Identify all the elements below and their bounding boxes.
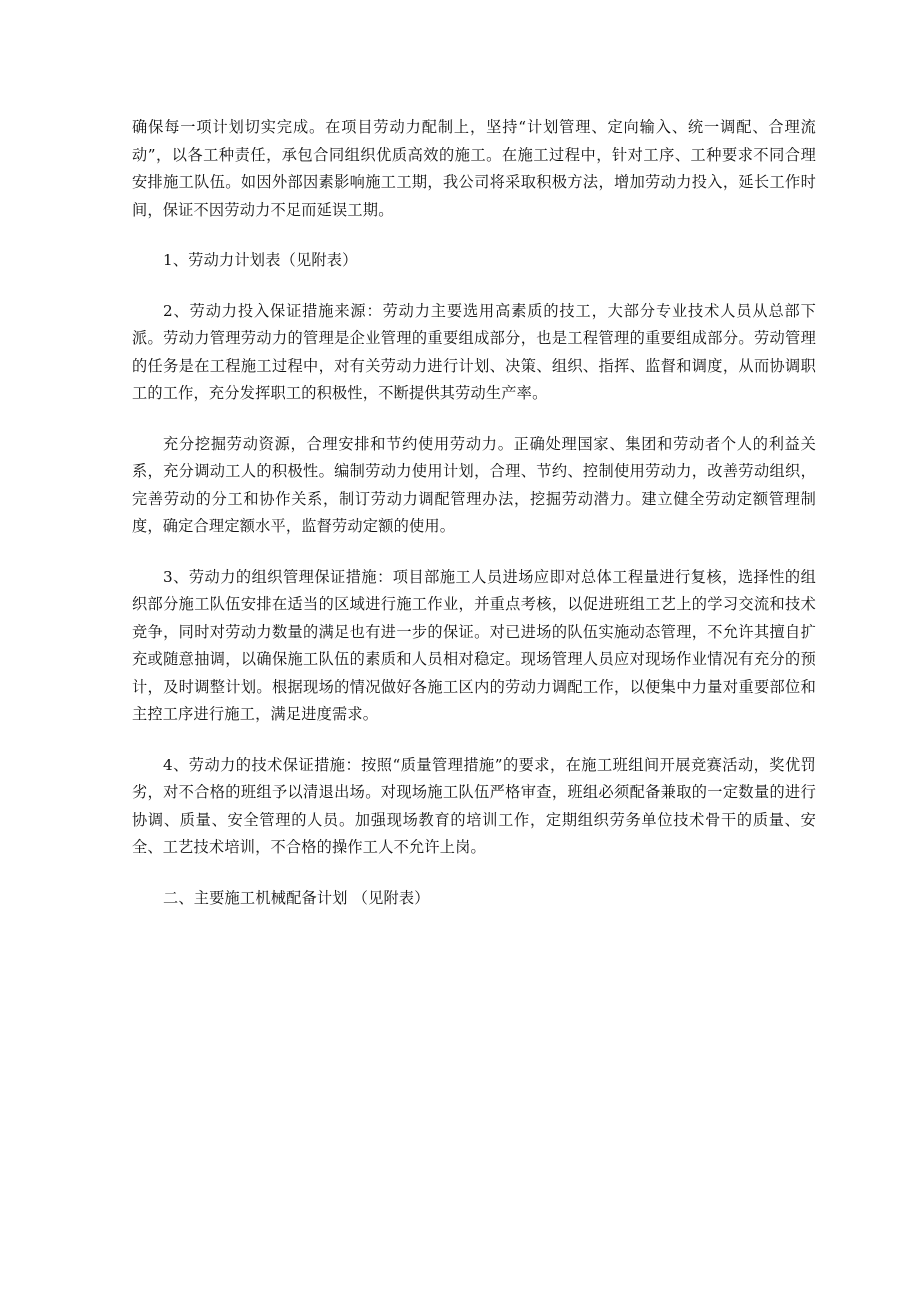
- document-page: [132, 114, 816, 912]
- paragraph-labor-resources: 充分挖掘劳动资源，合理安排和节约使用劳动力。正确处理国家、集团和劳动者个人的利益关系，充分调动工人的积极性。编制劳动力使用计划，合理、节约、控制使用劳动力，改善劳动组织，完善劳动的分工和协作关系，制订劳动力调配管理办法，挖掘劳动潜力。建立健全劳动定额管理制度，确定合理定额水平，监督劳动定额的使用。: [132, 434, 816, 535]
- section-heading-machinery-plan: 二、主要施工机械配备计划 （见附表）: [163, 888, 430, 907]
- paragraph-labor-plan-table: 1、劳动力计划表（见附表）: [163, 251, 358, 269]
- paragraph-labor-organization-measures: 3、劳动力的组织管理保证措施：项目部施工人员进场应即对总体工程量进行复核，选择性的组织部分施工队伍安排在适当的区域进行施工作业，并重点考核，以促进班组工艺上的学习交流和技术竞争，同时对劳动力数量的满足也有进一步的保证。对已进场的队伍实施动态管理，不允许其擅自扩充或随意抽调，以确保施工队伍的素质和人员相对稳定。现场管理人员应对现场作业情况有充分的预计，及时调整计划。根据现场的情况做好各施工区内的劳动力调配工作，以便集中力量对重要部位和主控工序进行施工，满足进度需求。: [132, 567, 816, 723]
- paragraph-labor-technical-measures: 4、劳动力的技术保证措施：按照“质量管理措施”的要求，在施工班组间开展竞赛活动，奖优罚劣，对不合格的班组予以清退出场。对现场施工队伍严格审查，班组必须配备兼取的一定数量的进行协调、质量、安全管理的人员。加强现场教育的培训工作，定期组织劳务单位技术骨干的质量、安全、工艺技术培训，不合格的操作工人不允许上岗。: [132, 755, 816, 856]
- paragraph-labor-input-guarantee: 2、劳动力投入保证措施来源：劳动力主要选用高素质的技工，大部分专业技术人员从总部下派。劳动力管理劳动力的管理是企业管理的重要组成部分，也是工程管理的重要组成部分。劳动管理的任务是在工程施工过程中，对有关劳动力进行计划、决策、组织、指挥、监督和调度，从而协调职工的工作，充分发挥职工的积极性，不断提供其劳动生产率。: [132, 301, 816, 402]
- paragraph-labor-allocation-continued: 确保每一项计划切实完成。在项目劳动力配制上，坚持“计划管理、定向输入、统一调配、合理流动”，以各工种责任，承包合同组织优质高效的施工。在施工过程中，针对工序、工种要求不同合理安排施工队伍。如因外部因素影响施工工期，我公司将采取积极方法，增加劳动力投入，延长工作时间，保证不因劳动力不足而延误工期。: [132, 118, 816, 219]
